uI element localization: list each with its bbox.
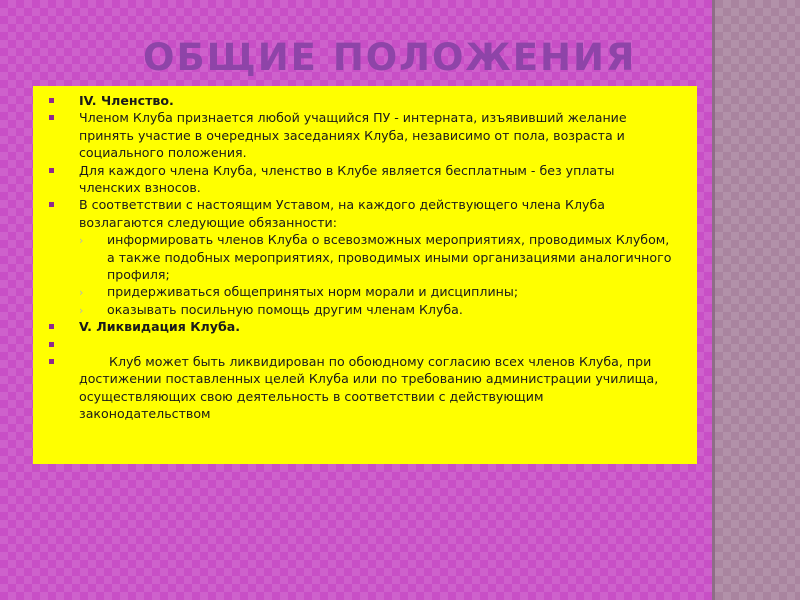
list-item — [45, 318, 679, 335]
list-item-text: Для каждого члена Клуба, членство в Клубе является бесплатным - без уплаты членских взносов. — [79, 162, 615, 196]
square-bullet-icon — [49, 168, 54, 173]
sub-list-item-text: информировать членов Клуба о всевозможных мероприятиях, проводимых Клубом, а также подобных мероприятиях, проводимых иными организациями аналогичного профиля; — [107, 232, 672, 283]
square-bullet-icon — [49, 202, 54, 207]
square-bullet-icon — [49, 115, 54, 120]
list-item — [45, 109, 679, 161]
list-item-text: В соответствии с настоящим Уставом, на каждого действующего члена Клуба возлагаются следующие обязанности: — [79, 197, 605, 230]
sub-list-item-text: придерживаться общепринятых норм морали и дисциплины; — [107, 284, 519, 300]
decorative-side-strip — [712, 0, 800, 600]
arrow-bullet-icon: › — [79, 234, 84, 248]
sub-list-item-text: оказывать посильную помощь другим членам Клуба. — [107, 301, 463, 317]
square-bullet-icon — [49, 98, 54, 103]
list-item — [45, 92, 679, 109]
sub-list-item — [45, 231, 679, 283]
list-item-text — [79, 354, 658, 421]
content-box — [33, 86, 697, 464]
list-item-text: Членом Клуба признается любой учащийся ПУ - интерната, изъявивший желание принять участие в очередных заседаниях Клуба, независимо от пола, возраста и социального положения. — [79, 110, 627, 161]
list-item — [45, 353, 679, 423]
arrow-bullet-icon: › — [79, 286, 84, 300]
square-bullet-icon — [49, 359, 54, 364]
liquidation-text: Клуб может быть ликвидирован по обоюдному согласию всех членов Клуба, при достижении поставленных целей Клуба или по требованию администрации училища, осуществляющих свою деятельность в соответствии с действующим законодательством — [79, 354, 659, 422]
list-item — [45, 162, 679, 197]
section-heading: V. Ликвидация Клуба. — [79, 319, 241, 335]
arrow-bullet-icon: › — [79, 303, 84, 317]
sub-list-item — [45, 301, 679, 318]
sub-list-item — [45, 283, 679, 300]
square-bullet-icon — [49, 324, 54, 329]
list-item — [45, 196, 679, 231]
bullet-list — [45, 92, 679, 423]
list-item-empty — [45, 336, 679, 353]
square-bullet-icon — [49, 342, 54, 347]
section-heading: IV. Членство. — [79, 93, 174, 108]
slide-title: ОБЩИЕ ПОЛОЖЕНИЯ — [143, 36, 637, 79]
